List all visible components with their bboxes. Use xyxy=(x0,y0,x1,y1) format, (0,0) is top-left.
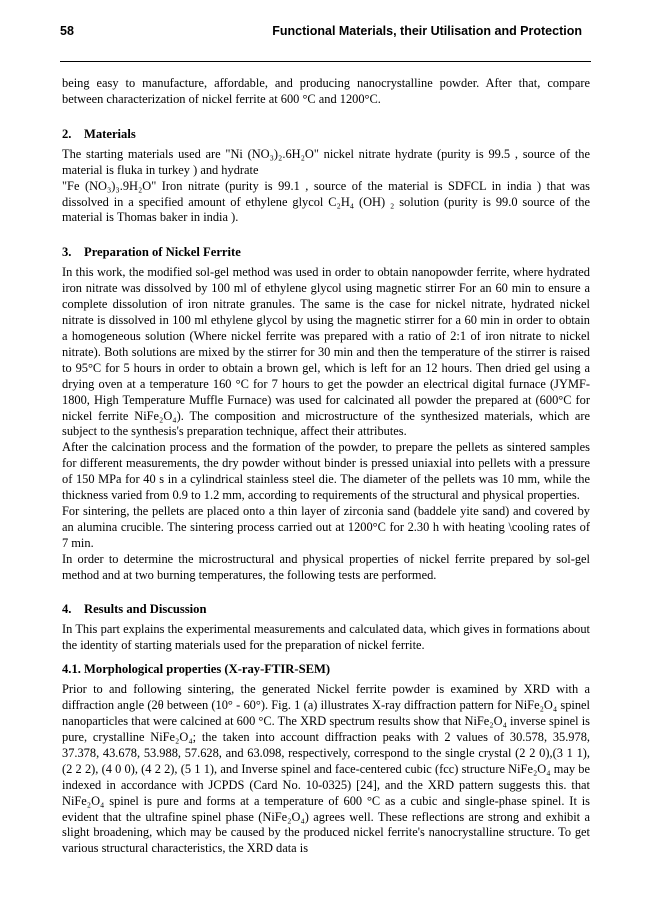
materials-paragraph-2: "Fe (NO₃)₃.9H₂O" Iron nitrate (purity is 99.1 , source of the material is SDFCL in india ) that was dissolved in a specified amount of ethylene glycol C₂H₄ (OH) ₂ solution (purity is 99.0 source of the material is Thomas baker in india ). xyxy=(62,178,590,225)
body-text xyxy=(62,76,590,857)
section-heading-preparation xyxy=(62,244,590,260)
preparation-paragraph-1: In this work, the modified sol-gel method was used in order to obtain nanopowder ferrite, where hydrated iron nitrate was dissolved by 100 ml of ethylene glycol using magnetic stirrer For an 60 min to ensure a complete dissolution of iron nitrate granules. The same is the case for nickel nitrate, hydrated nickel nitrate is dissolved in 100 ml ethylene glycol by using the magnetic stirrer for a 60 min in order to obtain a homogeneous solution (Where nickel ferrite was prepared with a ratio of 2:1 of iron nitrate to nickel nitrate). Both solutions are mixed by the stirrer for 30 min and then the temperature of the stirrer is raised to 95°C for 5 hours in order to obtain a brown gel, which is left for an 12 hours. Then dried gel using a drying oven at a temperature 160 °C for 7 hours to get the powder an electrical digital furnace (JYMF-1800, High Temperature Muffle Furnace) was used for calcinated all powder the prepared at (600°C for nickel ferrite NiFe₂O₄). The composition and microstructure of the synthesized materials, which are subject to the synthesis's preparation technique, affect their attributes. xyxy=(62,265,590,439)
section-number: 3. xyxy=(62,245,72,260)
materials-paragraph-1: The starting materials used are "Ni (NO₃)₂.6H₂O" nickel nitrate hydrate (purity is 99.5 , source of the material is fluka in turkey ) and hydrate xyxy=(62,146,590,177)
page-number: 58 xyxy=(60,24,74,38)
preparation-paragraph-2: After the calcination process and the formation of the powder, to prepare the pellets as sintered samples for different measurements, the dry powder without binder is pressed uniaxial into pellets with a pressure of 150 MPa for 40 s in a cylindrical stainless steel die. The diameter of the pellets was 10 mm, while the thickness varied from 0.9 to 1.2 mm, according to requirements of the structural and physical properties. xyxy=(62,440,590,503)
subsection-heading-morphology: 4.1. Morphological properties (X-ray-FTIR-SEM) xyxy=(62,662,331,677)
preparation-paragraph-3: For sintering, the pellets are placed onto a thin layer of zirconia sand (baddele yite sand) and covered by an alumina crucible. The sintering process carried out at 1200°C for 2.30 h with heating \cooling rates of 7 min. xyxy=(62,503,590,550)
section-title: Materials xyxy=(84,126,136,141)
section-number: 2. xyxy=(62,126,72,141)
section-heading-results xyxy=(62,601,590,617)
section-number: 4. xyxy=(62,602,72,617)
results-paragraph-1: In This part explains the experimental measurements and calculated data, which gives in formations about the identity of starting materials used for the preparation of nickel ferrite. xyxy=(62,622,590,653)
running-header xyxy=(60,24,590,44)
book-title: Functional Materials, their Utilisation and Protection xyxy=(272,24,582,38)
section-title: Preparation of Nickel Ferrite xyxy=(84,245,241,260)
section-title: Results and Discussion xyxy=(84,602,207,617)
preparation-paragraph-4: In order to determine the microstructural and physical properties of nickel ferrite prepared by sol-gel method and at two burning temperatures, the following tests are performed. xyxy=(62,551,590,582)
intro-paragraph: being easy to manufacture, affordable, and producing nanocrystalline powder. After that, compare between characterization of nickel ferrite at 600 °C and 1200°C. xyxy=(62,76,590,106)
header-rule xyxy=(60,61,591,62)
results-paragraph-2: Prior to and following sintering, the generated Nickel ferrite powder is examined by XRD with a diffraction angle (2θ between (10° - 60°). Fig. 1 (a) illustrates X-ray diffraction pattern for NiFe₂O₄ spinel nanoparticles that were calcined at 600 °C. The XRD spectrum results show that NiFe₂O₄ inverse spinel is pure, crystalline NiFe₂O₄; the taken into account diffraction peaks with 2 values of 30.578, 35.978, 37.378, 43.678, 53.988, 57.628, and 63.098, respectively, correspond to the single crystal (2 2 0),(3 1 1), (2 2 2), (4 0 0), (4 2 2), (5 1 1), and Inverse spinel and face-centered cubic (fcc) structure NiFe₂O₄ may be indexed in accordance with JCPDS (Card No. 10-0325) [24], and the XRD pattern suggests this. that NiFe₂O₄ spinel is pure and forms at a temperature of 600 °C as a cubic and single-phase spinel. It is evident that the ultrafine spinel phase (NiFe₂O₄) agrees well. These reflections are strong and exhibit a slight broadening, which may be caused by the produced nickel ferrite's nanocrystalline structure. To get various structural characteristics, the XRD data is xyxy=(62,682,590,856)
section-heading-materials xyxy=(62,126,590,142)
